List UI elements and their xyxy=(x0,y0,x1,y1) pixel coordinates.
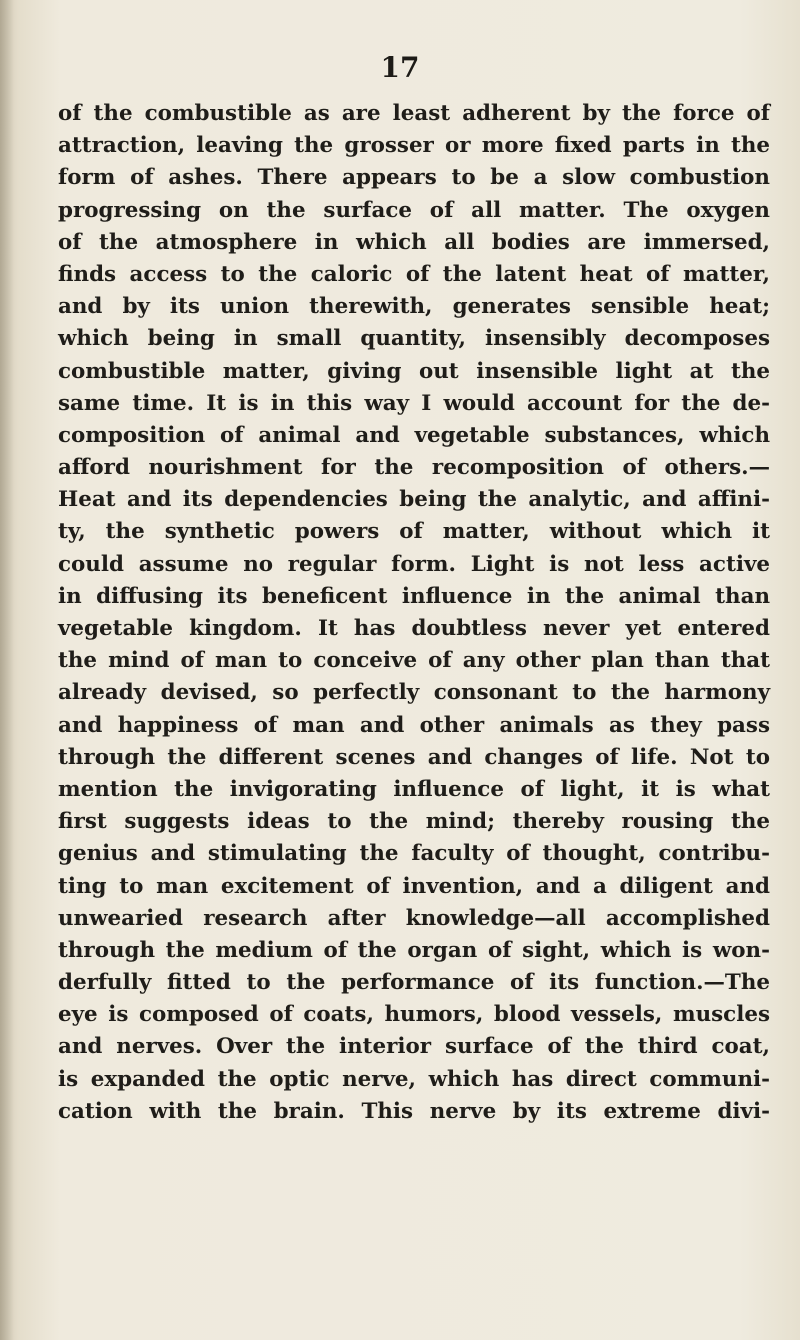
text-line: the mind of man to conceive of any other plan than that xyxy=(58,648,770,674)
text-line: vegetable kingdom. It has doubtless never yet entered xyxy=(58,616,770,641)
text-line: and by its union therewith, generates sensible heat; xyxy=(58,294,770,320)
text-line: eye is composed of coats, humors, blood vessels, muscles xyxy=(58,1002,770,1028)
text-line: ty, the synthetic powers of matter, without which it xyxy=(58,519,770,545)
body-text xyxy=(58,98,770,1128)
text-line: finds access to the caloric of the latent heat of matter, xyxy=(58,261,770,287)
text-line: unwearied research after knowledge—all accomplished xyxy=(58,905,770,931)
text-line: form of ashes. There appears to be a slow combustion xyxy=(58,165,770,191)
text-line: ting to man excitement of invention, and a diligent and xyxy=(58,873,770,899)
text-line: and happiness of man and other animals as they pass xyxy=(58,712,770,738)
text-line: through the different scenes and changes of life. Not to xyxy=(58,744,770,770)
text-line: cation with the brain. This nerve by its extreme divi- xyxy=(58,1098,770,1124)
text-line: genius and stimulating the faculty of thought, contribu- xyxy=(58,841,770,867)
text-line: progressing on the surface of all matter. The oxygen xyxy=(58,197,770,223)
text-line: and nerves. Over the interior surface of the third coat, xyxy=(58,1034,770,1060)
text-line: Heat and its dependencies being the analytic, and affini- xyxy=(58,487,770,513)
text-line: in diffusing its beneficent influence in the animal than xyxy=(58,583,770,609)
text-line: derfully fitted to the performance of its function.—The xyxy=(58,970,770,996)
text-line: mention the invigorating influence of light, it is what xyxy=(58,776,770,802)
text-line: which being in small quantity, insensibly decomposes xyxy=(58,326,770,352)
text-line: of the atmosphere in which all bodies are immersed, xyxy=(58,229,770,255)
page-number: 17 xyxy=(380,51,420,84)
page-gutter-shadow xyxy=(0,0,14,1340)
text-line: could assume no regular form. Light is not less active xyxy=(58,551,770,577)
text-line: attraction, leaving the grosser or more fixed parts in the xyxy=(58,133,770,159)
text-line: afford nourishment for the recomposition of others.— xyxy=(58,455,770,481)
text-line: through the medium of the organ of sight, which is won- xyxy=(58,937,770,963)
text-line: first suggests ideas to the mind; thereby rousing the xyxy=(58,809,770,835)
text-line: is expanded the optic nerve, which has direct communi- xyxy=(58,1066,770,1092)
text-line: combustible matter, giving out insensible light at the xyxy=(58,358,770,384)
text-line: already devised, so perfectly consonant to the harmony xyxy=(58,680,770,706)
text-line: of the combustible as are least adherent by the force of xyxy=(58,101,770,126)
text-line: composition of animal and vegetable substances, which xyxy=(58,422,770,448)
text-line: same time. It is in this way I would account for the de- xyxy=(58,390,770,416)
